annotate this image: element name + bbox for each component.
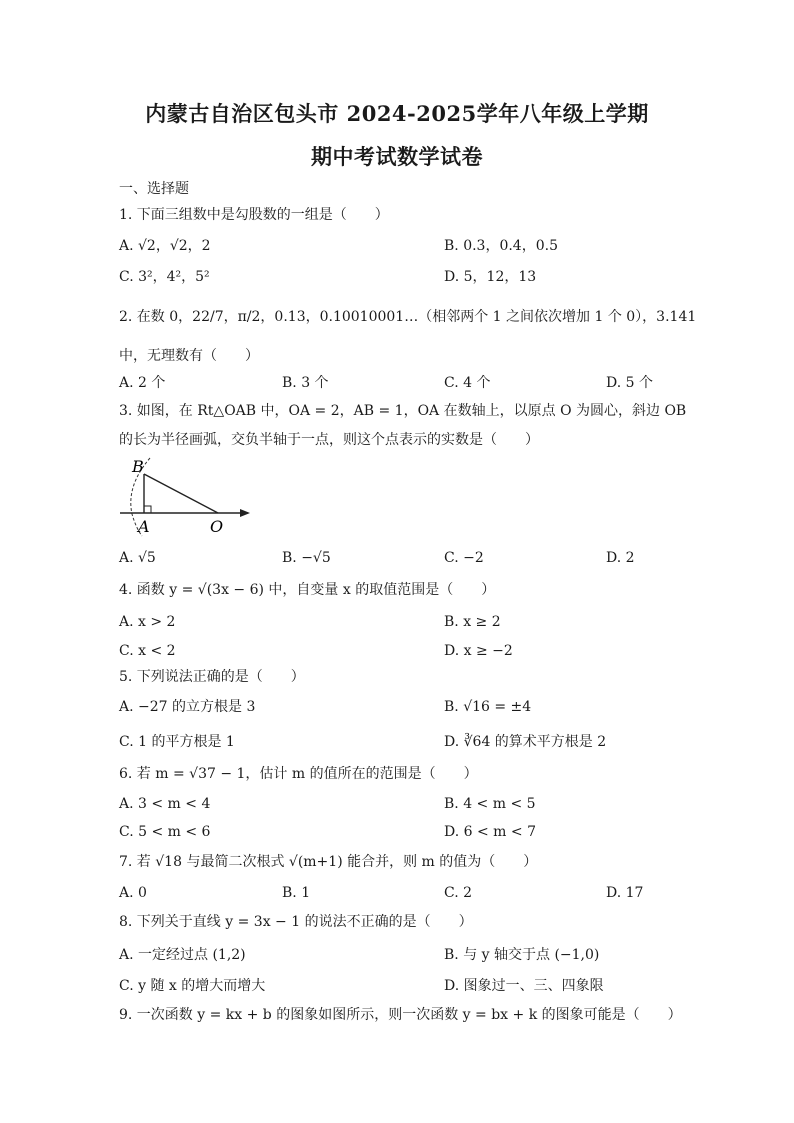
exam-title-line2: 期中考试数学试卷: [311, 144, 483, 169]
q6-option-c: C. 5 < m < 6: [119, 824, 211, 840]
q1-option-b: B. 0.3，0.4，0.5: [444, 238, 558, 254]
q1-option-a: A. √2，√2，2: [119, 238, 211, 254]
label-o: O: [210, 517, 224, 536]
label-b: B: [132, 457, 144, 476]
q2-option-b: B. 3 个: [282, 375, 329, 391]
q3-option-c: C. −2: [444, 550, 484, 566]
q7-option-c: C. 2: [444, 885, 473, 901]
q8-option-b: B. 与 y 轴交于点 (−1,0): [444, 947, 600, 963]
q6-option-a: A. 3 < m < 4: [119, 796, 211, 812]
q6-option-b: B. 4 < m < 5: [444, 796, 536, 812]
q3-option-b: B. −√5: [282, 550, 331, 566]
q6-stem: 6. 若 m = √37 − 1，估计 m 的值所在的范围是（ ）: [119, 766, 478, 782]
arrow-right-icon: [240, 509, 250, 517]
q7-stem: 7. 若 √18 与最简二次根式 √(m+1) 能合并，则 m 的值为（ ）: [119, 854, 538, 870]
q4-stem: 4. 函数 y = √(3x − 6) 中，自变量 x 的取值范围是（ ）: [119, 582, 496, 598]
q2-option-d: D. 5 个: [606, 375, 653, 391]
q5-option-b: B. √16 = ±4: [444, 699, 532, 715]
q2-option-c: C. 4 个: [444, 375, 491, 391]
q3-option-d: D. 2: [606, 550, 635, 566]
q3-stem-line1: 3. 如图，在 Rt△OAB 中，OA = 2，AB = 1，OA 在数轴上，以原点 O 为圆心，斜边 OB: [119, 403, 687, 419]
q8-option-c: C. y 随 x 的增大而增大: [119, 978, 266, 994]
label-a: A: [138, 517, 150, 536]
q7-option-b: B. 1: [282, 885, 311, 901]
q7-option-d: D. 17: [606, 885, 644, 901]
q9-stem: 9. 一次函数 y = kx + b 的图象如图所示，则一次函数 y = bx + k 的图象可能是（ ）: [119, 1007, 682, 1023]
q5-option-a: A. −27 的立方根是 3: [119, 699, 256, 715]
q7-option-a: A. 0: [119, 885, 147, 901]
q4-option-d: D. x ≥ −2: [444, 643, 513, 659]
q2-stem-line1: 2. 在数 0，22/7，π/2，0.13，0.10010001…（相邻两个 1 之间依次增加 1 个 0），3.141: [119, 309, 697, 325]
q3-option-a: A. √5: [119, 550, 156, 566]
section-heading: 一、选择题: [119, 181, 189, 197]
q5-option-c: C. 1 的平方根是 1: [119, 734, 235, 750]
q3-stem-line2: 的长为半径画弧，交负半轴于一点，则这个点表示的实数是（ ）: [119, 432, 539, 448]
q8-stem: 8. 下列关于直线 y = 3x − 1 的说法不正确的是（ ）: [119, 914, 473, 930]
q2-stem-line2: 中，无理数有（ ）: [119, 348, 259, 364]
q3-figure: [118, 456, 258, 538]
q5-stem: 5. 下列说法正确的是（ ）: [119, 669, 305, 685]
q8-option-d: D. 图象过一、三、四象限: [444, 978, 604, 994]
segment-ob: [144, 474, 218, 513]
right-angle-mark: [144, 506, 151, 513]
q1-option-d: D. 5，12，13: [444, 269, 537, 285]
q1-stem: 1. 下面三组数中是勾股数的一组是（ ）: [119, 207, 389, 223]
q4-option-c: C. x < 2: [119, 643, 176, 659]
q1-option-c: C. 3²，4²，5²: [119, 269, 210, 285]
q2-option-a: A. 2 个: [119, 375, 166, 391]
exam-title-line1: 内蒙古自治区包头市 2024-2025学年八年级上学期: [145, 101, 649, 126]
q4-option-a: A. x > 2: [119, 614, 176, 630]
q4-option-b: B. x ≥ 2: [444, 614, 501, 630]
q8-option-a: A. 一定经过点 (1,2): [119, 947, 246, 963]
q6-option-d: D. 6 < m < 7: [444, 824, 536, 840]
q5-option-d: D. ∛64 的算术平方根是 2: [444, 734, 607, 750]
